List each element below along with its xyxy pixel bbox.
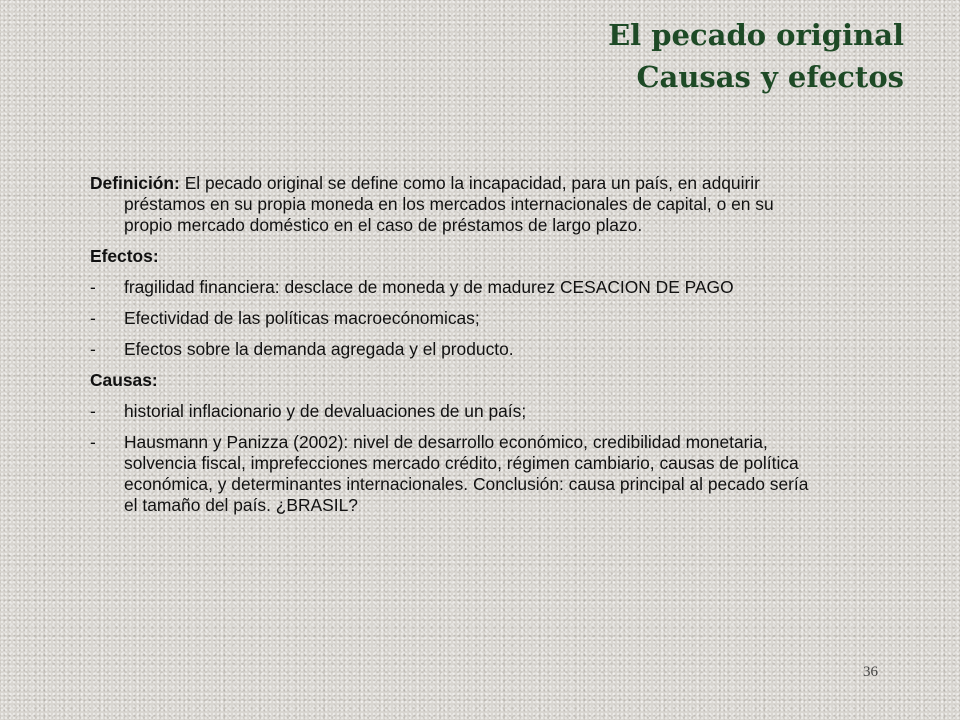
slide-body bbox=[90, 173, 825, 526]
efectos-item-text: Efectividad de las políticas macroecónomicas; bbox=[124, 308, 480, 328]
causas-heading: Causas: bbox=[90, 370, 158, 390]
bullet-dash: - bbox=[90, 401, 96, 421]
causas-item-text: historial inflacionario y de devaluaciones de un país; bbox=[124, 401, 527, 421]
definition-paragraph bbox=[90, 173, 825, 236]
efectos-item-text: Efectos sobre la demanda agregada y el producto. bbox=[124, 339, 514, 359]
efectos-item-3 bbox=[90, 339, 825, 360]
causas-item-text: Hausmann y Panizza (2002): nivel de desarrollo económico, credibilidad monetaria, solvencia fiscal, imprefecciones mercado crédito, régimen cambiario, causas de política económica, y determinantes internacionales. Conclusión: causa principal al pecado sería el tamaño del país. ¿BRASIL? bbox=[124, 432, 809, 515]
definition-text: El pecado original se define como la incapacidad, para un país, en adquirir préstamos en su propia moneda en los mercados internacionales de capital, o en su propio mercado doméstico en el caso de préstamos de largo plazo. bbox=[124, 173, 774, 235]
bullet-dash: - bbox=[90, 432, 96, 452]
causas-item-1 bbox=[90, 401, 825, 422]
bullet-dash: - bbox=[90, 308, 96, 328]
slide-title bbox=[608, 14, 904, 98]
efectos-heading: Efectos: bbox=[90, 246, 159, 266]
bullet-dash: - bbox=[90, 277, 96, 297]
definition-label: Definición: bbox=[90, 173, 180, 193]
slide-title-line-2: Causas y efectos bbox=[636, 60, 904, 94]
efectos-item-text: fragilidad financiera: desclace de moneda y de madurez CESACION DE PAGO bbox=[124, 277, 734, 297]
page-number: 36 bbox=[863, 664, 878, 680]
efectos-item-2 bbox=[90, 308, 825, 329]
causas-item-2 bbox=[90, 432, 825, 516]
slide-title-line-1: El pecado original bbox=[608, 18, 904, 52]
bullet-dash: - bbox=[90, 339, 96, 359]
efectos-item-1 bbox=[90, 277, 825, 298]
